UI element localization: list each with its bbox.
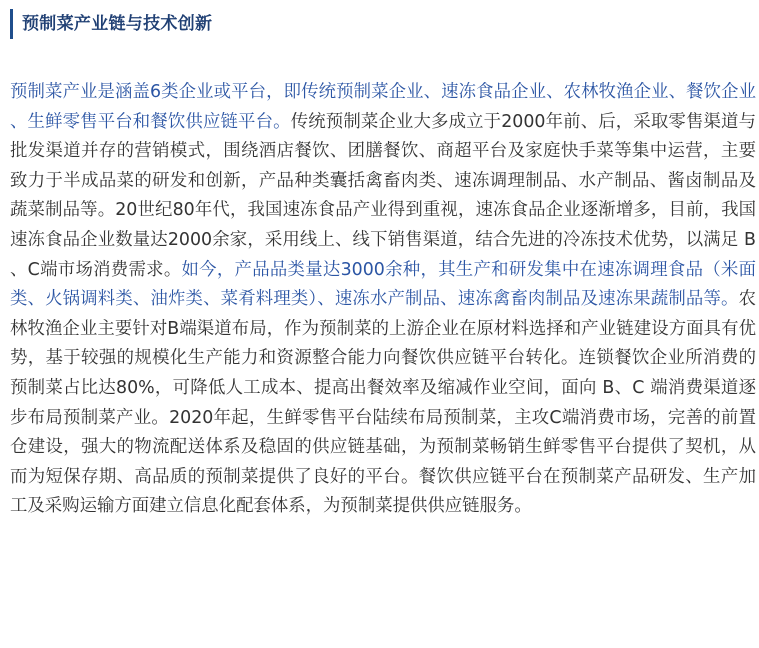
article-paragraph <box>10 78 756 522</box>
highlighted-text: 如今，产品品类量达3000余种，其生产和研发集中在速冻调理食品（米面类、火锅调料类、油炸类、菜肴料理类）、速冻水产制品、速冻禽畜肉制品及速冻果蔬制品等。 <box>10 259 756 310</box>
body-text: 农林牧渔企业主要针对B端渠道布局，作为预制菜的上游企业在原材料选择和产业链建设方面具有优势，基于较强的规模化生产能力和资源整合能力向餐饮供应链平台转化。连锁餐饮企业所消费的预制菜占比达80%，可降低人工成本、提高出餐效率及缩减作业空间，面向 B、C 端消费渠道逐步布局预制菜产业。2020年起，生鲜零售平台陆续布局预制菜，主攻C端消费市场，完善的前置仓建设，强大的物流配送体系及稳固的供应链基础，为预制菜畅销生鲜零售平台提供了契机，从而为短保存期、高品质的预制菜提供了良好的平台。餐饮供应链平台在预制菜产品研发、生产加工及采购运输方面建立信息化配套体系，为预制菜提供供应链服务。 <box>10 289 756 517</box>
body-text: 传统预制菜企业大多成立于2000年前、后，采取零售渠道与批发渠道并存的营销模式，围绕酒店餐饮、团膳餐饮、商超平台及家庭快手菜等集中运营，主要致力于半成品菜的研发和创新，产品种类囊括禽畜肉类、速冻调理制品、水产制品、酱卤制品及蔬菜制品等。20世纪80年代，我国速冻食品产业得到重视，速冻食品企业逐渐增多，目前，我国速冻食品企业数量达2000余家，采用线上、线下销售渠道，结合先进的冷冻技术优势，以满足 B、C端市场消费需求。 <box>10 111 756 280</box>
section-accent-bar <box>10 9 13 39</box>
section-header <box>10 9 212 39</box>
highlighted-text: 预制菜产业是涵盖6类企业或平台，即传统预制菜企业、速冻食品企业、农林牧渔企业、餐饮企业、生鲜零售平台和餐饮供应链平台。 <box>10 82 756 132</box>
section-title: 预制菜产业链与技术创新 <box>22 14 213 34</box>
